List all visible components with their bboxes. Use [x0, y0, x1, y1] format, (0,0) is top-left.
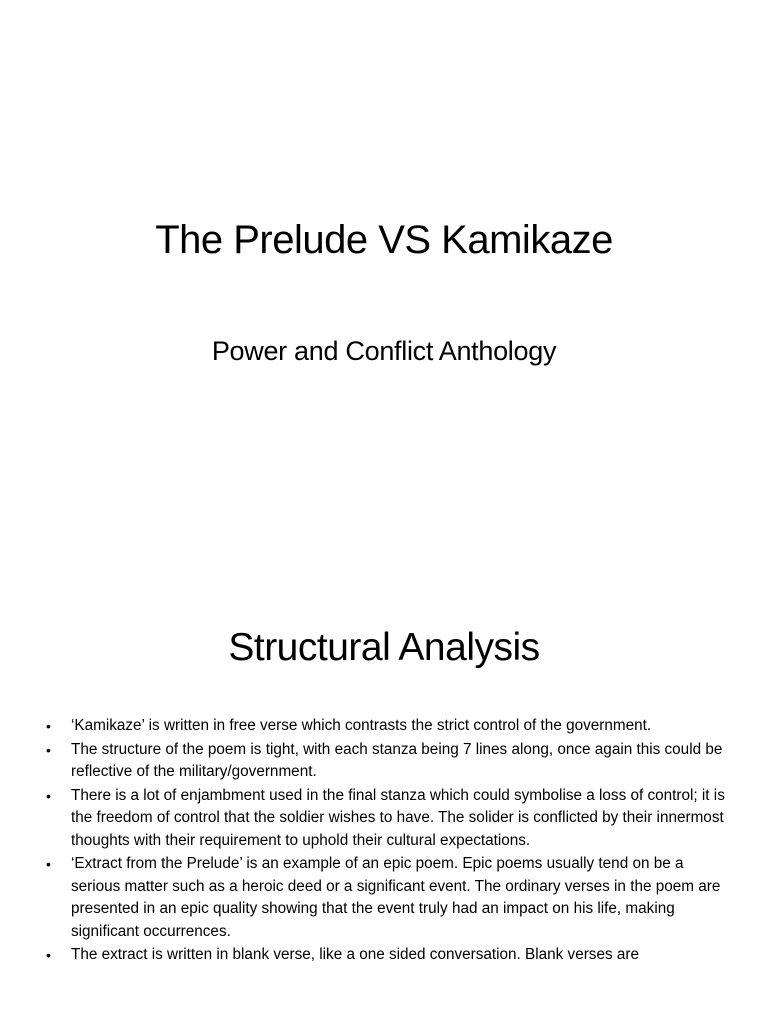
- bullet-text: The structure of the poem is tight, with each stanza being 7 lines along, once again this could be reflective of the military/government.: [71, 740, 723, 780]
- bullet-item: [46, 944, 736, 967]
- bullet-item: [46, 715, 736, 738]
- section-title: Structural Analysis: [228, 626, 540, 669]
- bullet-icon: •: [46, 787, 51, 804]
- bullet-item: [46, 785, 736, 853]
- bullet-icon: •: [46, 856, 51, 872]
- bullet-item: [46, 853, 736, 943]
- slide-title: The Prelude VS Kamikaze: [155, 218, 613, 262]
- bullet-icon: •: [46, 718, 51, 734]
- bullet-text: ‘Kamikaze’ is written in free verse which contrasts the strict control of the government.: [71, 717, 652, 734]
- bullet-text: There is a lot of enjambment used in the final stanza which could symbolise a loss of control; it is the freedom of control that the soldier wishes to have. The solider is conflicted by their innermost thoughts with their requirement to uphold their cultural expectations.: [71, 786, 725, 849]
- bullet-text: The extract is written in blank verse, like a one sided conversation. Blank verses are: [71, 946, 639, 963]
- structural-analysis-slide: [0, 576, 768, 1024]
- bullet-text: ‘Extract from the Prelude’ is an example of an epic poem. Epic poems usually tend on be a serious matter such as a heroic deed or a significant event. The ordinary verses in the poem are presented in an epic quality showing that the event truly had an impact on his life, making significant occurrences.: [71, 855, 721, 940]
- bullet-icon: •: [46, 947, 51, 963]
- bullet-icon: •: [46, 741, 51, 758]
- bullet-item: [46, 739, 736, 784]
- slide-subtitle: Power and Conflict Anthology: [211, 336, 557, 366]
- bullet-list: [46, 715, 736, 968]
